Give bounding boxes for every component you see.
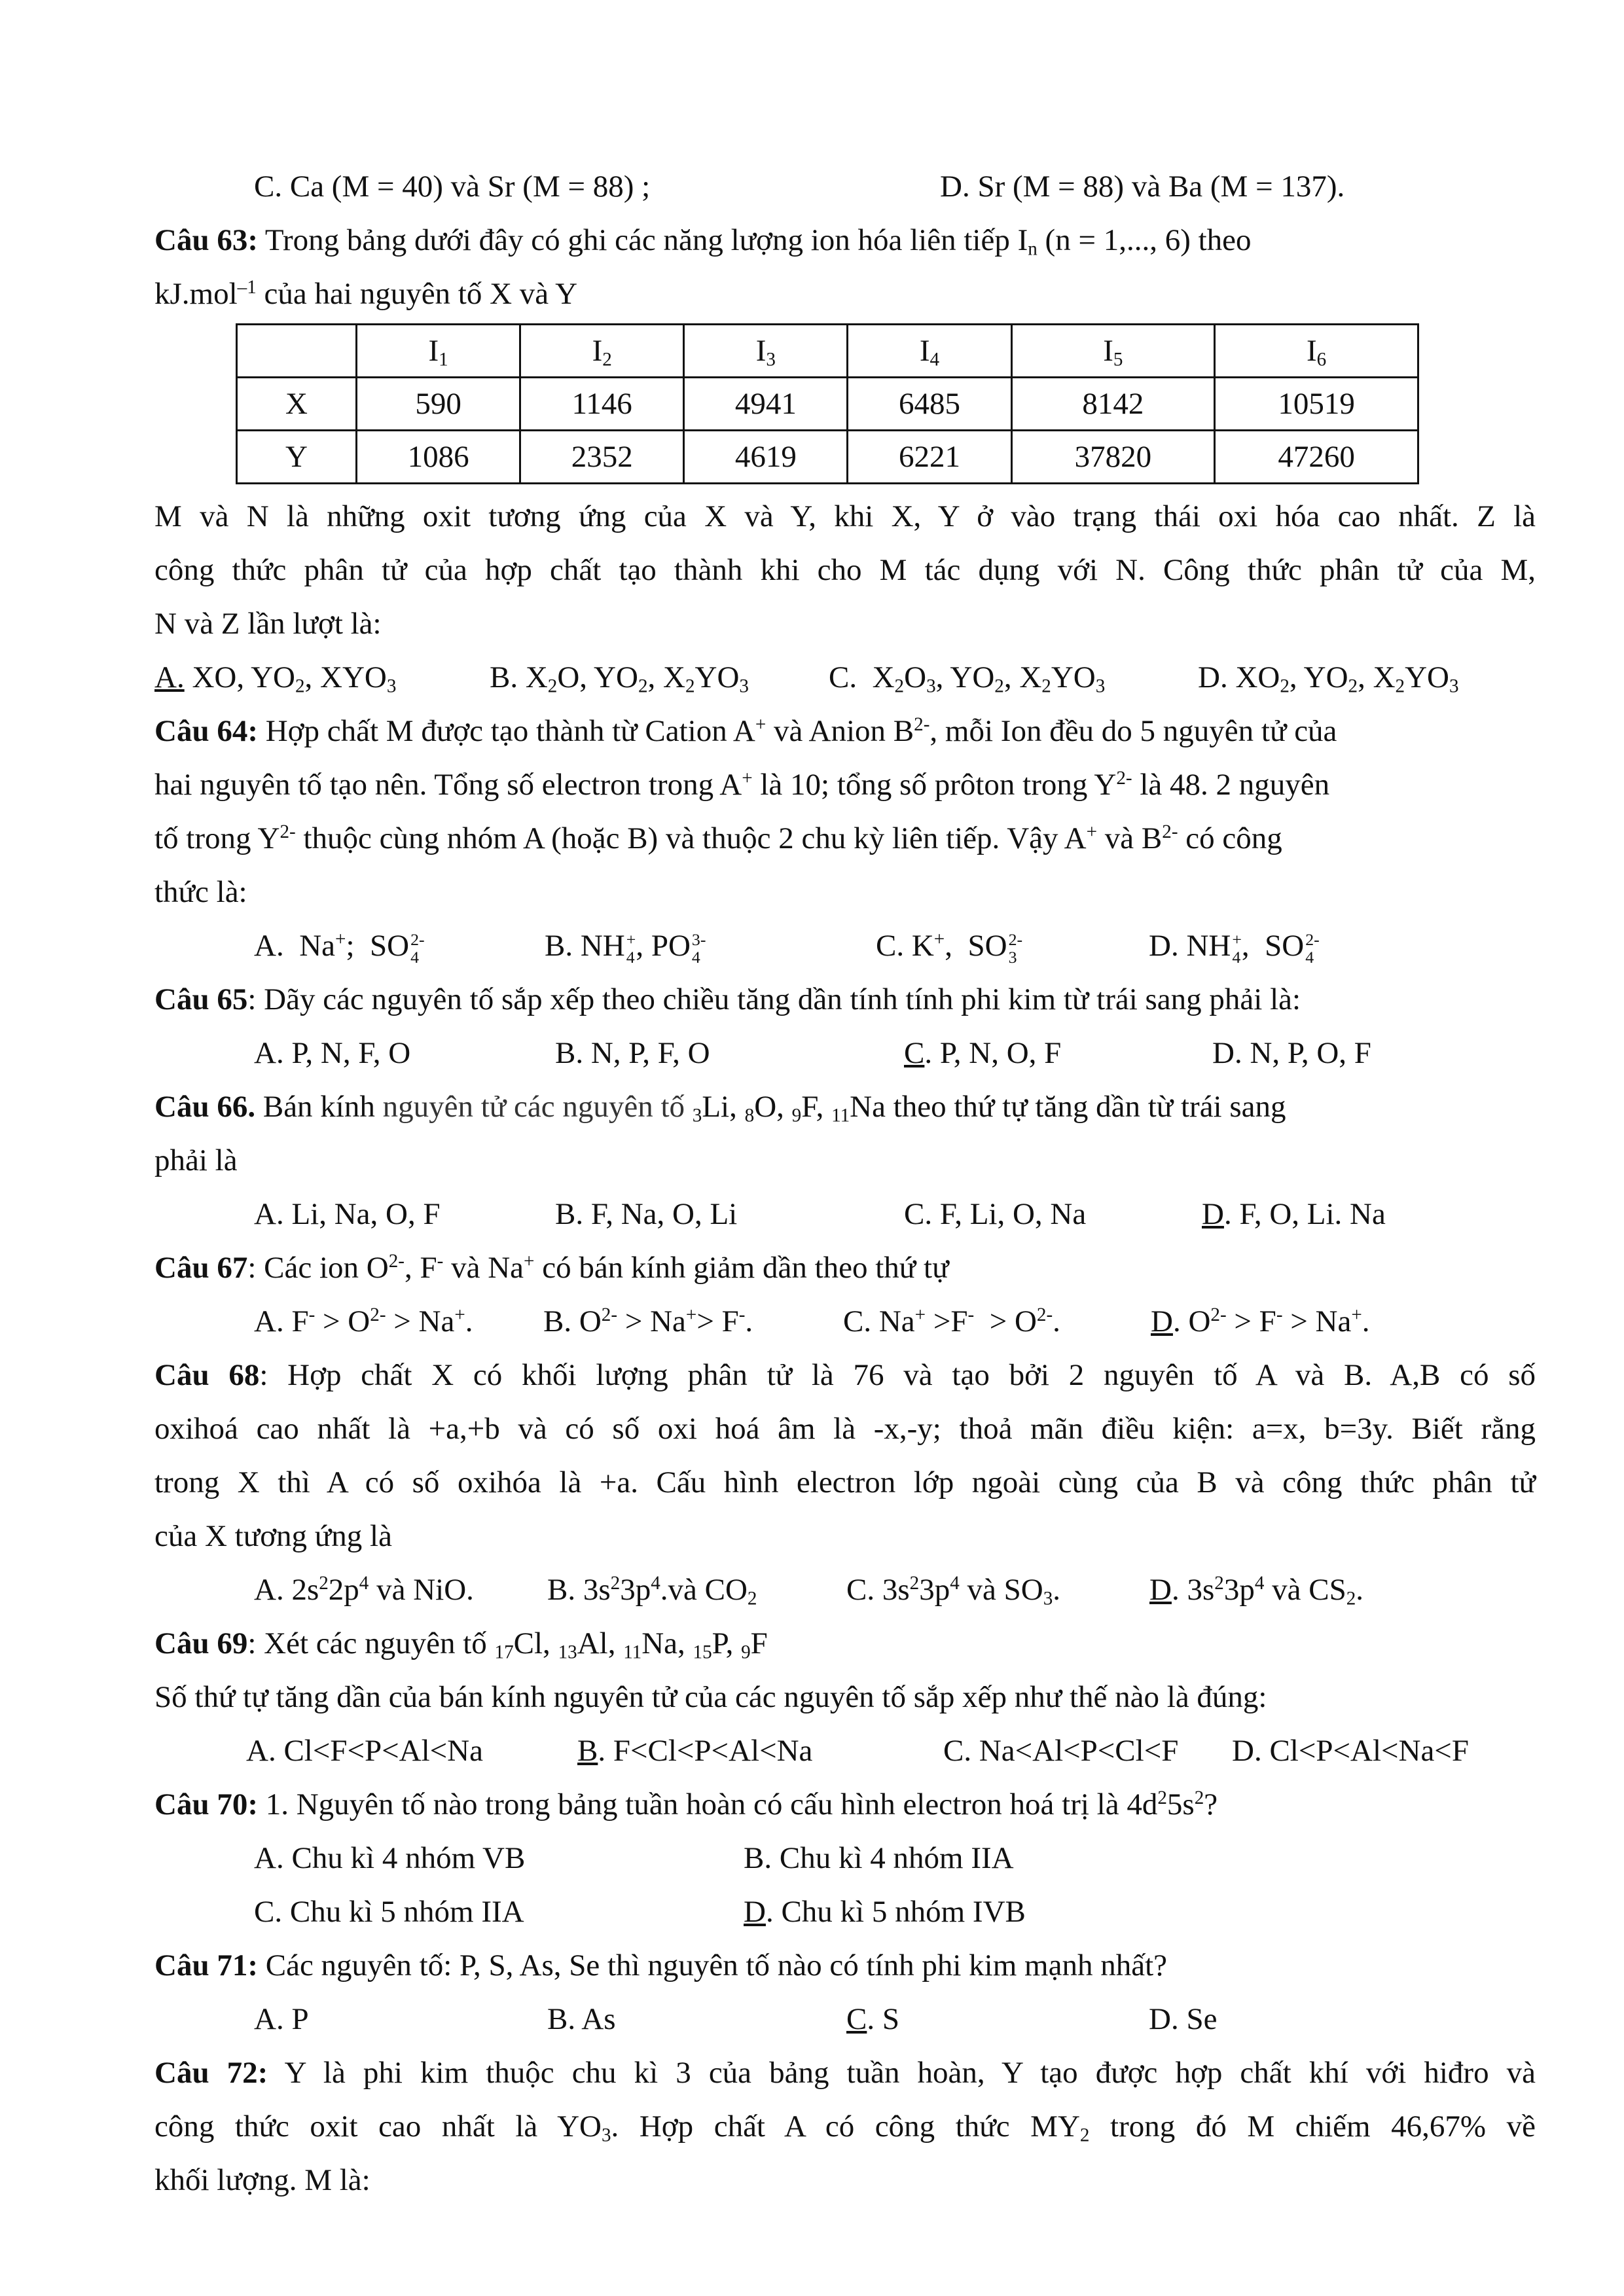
q67-stem: Câu 67: Các ion $O^{2-}$, F- và Na+ có bán kính giảm dần theo thứ tự xyxy=(154,1250,949,1285)
q71-label: Câu 71: xyxy=(154,1948,258,1982)
table-header-cell xyxy=(237,325,357,378)
q71-option-c-text: . S xyxy=(867,2002,899,2036)
q63-stem-end: (n = 1,..., 6) theo xyxy=(1037,223,1252,257)
q68-line2: oxihoá cao nhất là +a,+b và có số oxi hoá âm là -x,-y; thoả mãn điều kiện: a=x, b=3y. Biết rằng xyxy=(154,1412,1536,1446)
q66-line1: Câu 66. Bán kính nguyên tử các nguyên tố $_3$Li, $_8$O, $_9$F, $_{11}$Na theo thứ tự tăng dần từ trái sang xyxy=(154,1090,1286,1126)
q66-options xyxy=(154,1187,1536,1241)
q65-option-d: D. N, P, O, F xyxy=(1212,1036,1371,1070)
q70-options-row2 xyxy=(154,1885,1536,1939)
q69-option-b xyxy=(577,1724,812,1778)
q68-line4: của X tương ứng là xyxy=(154,1519,392,1553)
q72-line3: khối lượng. M là: xyxy=(154,2163,370,2197)
q67-option-a: A. $F^- > O^{2-} > Na^+$. xyxy=(254,1304,473,1338)
q63-unit-sup: –1 xyxy=(237,276,257,298)
table-row xyxy=(237,378,1418,431)
q66-option-b: B. F, Na, O, Li xyxy=(555,1197,738,1231)
q69-option-c: C. Na<Al<P<Cl<F xyxy=(943,1734,1179,1768)
table-row xyxy=(237,431,1418,484)
q64-line2: hai nguyên tố tạo nên. Tổng số electron trong A+ là 10; tổng số prôton trong $Y^{2-}$ là 48. 2 nguyên xyxy=(154,767,1330,802)
q69-stem: Câu 69: Xét các nguyên tố $_{17}$Cl, $_{13}$Al, $_{11}$Na, $_{15}$P, $_9$F xyxy=(154,1626,768,1663)
q63-option-c: C. $X_2O_3$, $YO_2$, $X_2YO_3$ xyxy=(829,660,1106,697)
q69-option-a: A. Cl<F<P<Al<Na xyxy=(246,1734,483,1768)
q69-label: Câu 69 xyxy=(154,1626,248,1660)
q63-option-a: A. XO, $YO_2$, $XYO_3$ xyxy=(154,660,397,697)
q70-options-row1 xyxy=(154,1831,1536,1885)
q62-option-d: D. Sr (M = 88) và Ba (M = 137). xyxy=(940,170,1345,204)
q71-stem-text: Các nguyên tố: P, S, As, Se thì nguyên tố nào có tính phi kim mạnh nhất? xyxy=(265,1948,1167,1982)
q66-option-d xyxy=(1202,1187,1386,1241)
q71-option-c xyxy=(846,1992,899,2046)
q71-option-d: D. Se xyxy=(1149,2002,1218,2036)
q63-stem-line2 xyxy=(154,267,1536,321)
q65-option-a: A. P, N, F, O xyxy=(254,1036,411,1070)
table-cell: 2352 xyxy=(520,431,684,484)
table-cell: X xyxy=(237,378,357,431)
q67-option-c: C. $Na^+ >F^- > O^{2-}$. xyxy=(843,1304,1060,1338)
q71-option-a: A. P xyxy=(254,2002,309,2036)
table-header-cell: $I_3$ xyxy=(684,325,848,378)
q68-option-d: D. $3s^23p^4$ và $CS_2$. xyxy=(1149,1572,1364,1609)
q67-options xyxy=(154,1295,1536,1348)
q69-options xyxy=(154,1724,1536,1778)
table-cell: 4619 xyxy=(684,431,848,484)
q72-line2: công thức oxit cao nhất là $YO_3$. Hợp chất A có công thức $MY_2$ trong đó M chiếm 46,67% về xyxy=(154,2109,1536,2146)
q67-option-b: B. $O^{2-} > Na^+> F^-$. xyxy=(543,1304,753,1338)
q68-option-c: C. $3s^23p^4$ và $SO_3$. xyxy=(846,1572,1061,1609)
q68-line1-text: : Hợp chất X có khối lượng phân tử là 76 và tạo bởi 2 nguyên tố A và B. A,B có số xyxy=(259,1358,1536,1392)
q65-answer-mark: C xyxy=(904,1036,925,1070)
q65-stem-text: : Dãy các nguyên tố sắp xếp theo chiều tăng dần tính tính phi kim từ trái sang phải là: xyxy=(247,982,1301,1016)
q64-label: Câu 64: xyxy=(154,714,258,748)
table-cell: 1086 xyxy=(357,431,520,484)
q72-label: Câu 72: xyxy=(154,2056,268,2090)
q68-line3: trong X thì A có số oxihóa là +a. Cấu hình electron lớp ngoài cùng của B và công thức phân tử xyxy=(154,1465,1536,1499)
table-cell: 1146 xyxy=(520,378,684,431)
table-header-cell: $I_5$ xyxy=(1011,325,1215,378)
q62-option-c: C. Ca (M = 40) và Sr (M = 88) ; xyxy=(254,170,651,204)
q63-body-line3: N và Z lần lượt là: xyxy=(154,607,382,641)
table-cell: 37820 xyxy=(1011,431,1215,484)
table-header-cell: $I_1$ xyxy=(357,325,520,378)
table-cell: 47260 xyxy=(1215,431,1418,484)
q67-label: Câu 67 xyxy=(154,1251,248,1285)
q63-stem-line1 xyxy=(154,213,1536,267)
q72-line1-text: Y là phi kim thuộc chu kì 3 của bảng tuần hoàn, Y tạo được hợp chất khí với hiđro và xyxy=(284,2056,1536,2090)
q64-option-b: B. NH + 4 , PO 3- 4 xyxy=(545,929,706,967)
q68-option-b: B. $3s^23p^4.và$ $CO_2$ xyxy=(547,1572,757,1609)
q63-body-line1: M và N là những oxit tương ứng của X và Y, khi X, Y ở vào trạng thái oxi hóa cao nhất. Z là xyxy=(154,499,1536,533)
q65-option-c-text: . P, N, O, F xyxy=(924,1036,1062,1070)
q65-stem xyxy=(154,973,1536,1026)
table-cell: Y xyxy=(237,431,357,484)
q71-stem xyxy=(154,1939,1536,1992)
table-header-row xyxy=(237,325,1418,378)
q65-label: Câu 65 xyxy=(154,982,248,1016)
q64-option-a: A. Na+; SO 2- 4 xyxy=(254,928,425,967)
q64-line3: tố trong $Y^{2-}$ thuộc cùng nhóm A (hoặc B) và thuộc 2 chu kỳ liên tiếp. Vậy A+ và $B^{2-}$ có công xyxy=(154,821,1282,855)
q68-option-a: A. $2s^22p^4$ và NiO. xyxy=(254,1572,474,1607)
q71-option-b: B. As xyxy=(547,2002,616,2036)
q69-option-d: D. Cl<P<Al<Na<F xyxy=(1232,1734,1469,1768)
q65-option-c xyxy=(904,1026,1061,1080)
q71-answer-mark: C xyxy=(846,2002,867,2036)
ionization-energy-table xyxy=(236,323,1419,484)
document-page xyxy=(154,160,1536,2207)
q64-line4: thức là: xyxy=(154,875,247,909)
q70-label: Câu 70: xyxy=(154,1787,258,1821)
q64-option-d: D. NH + 4 , SO 2- 4 xyxy=(1149,929,1320,967)
q63-options xyxy=(154,651,1536,704)
q63-sub-n: n xyxy=(1028,238,1038,260)
q69-answer-mark: B xyxy=(577,1734,598,1768)
q70-option-a: A. Chu kì 4 nhóm VB xyxy=(254,1841,526,1875)
q67-option-d: D. $O^{2-} > F^- > Na^+$. xyxy=(1151,1304,1370,1338)
q71-options xyxy=(154,1992,1536,2046)
table-cell: 6485 xyxy=(848,378,1011,431)
q70-option-c: C. Chu kì 5 nhóm IIA xyxy=(254,1895,524,1929)
q65-option-b: B. N, P, F, O xyxy=(555,1036,710,1070)
q66-option-d-text: . F, O, Li. Na xyxy=(1223,1197,1386,1231)
q70-stem: Câu 70: 1. Nguyên tố nào trong bảng tuần hoàn có cấu hình electron hoá trị là $4d^25s^2$? xyxy=(154,1787,1218,1821)
q69-option-b-text: . F<Cl<P<Al<Na xyxy=(598,1734,813,1768)
q70-option-d-text: . Chu kì 5 nhóm IVB xyxy=(765,1895,1026,1929)
q68-line1 xyxy=(154,1348,1536,1402)
q63-option-b: B. $X_2O$, $YO_2$, $X_2YO_3$ xyxy=(490,660,749,697)
q70-answer-mark: D xyxy=(744,1895,766,1929)
table-header-cell: $I_6$ xyxy=(1215,325,1418,378)
table-header-cell: $I_4$ xyxy=(848,325,1011,378)
table-cell: 8142 xyxy=(1011,378,1215,431)
q64-options xyxy=(154,919,1536,973)
q70-option-d xyxy=(744,1885,1026,1939)
q63-option-d: D. $XO_2$, $YO_2$, $X_2YO_3$ xyxy=(1198,660,1459,697)
q63-label: Câu 63: xyxy=(154,223,258,257)
q62-options xyxy=(154,160,1536,213)
table-cell: 590 xyxy=(357,378,520,431)
q70-option-b: B. Chu kì 4 nhóm IIA xyxy=(744,1841,1014,1875)
q68-options xyxy=(154,1563,1536,1617)
table-cell: 6221 xyxy=(848,431,1011,484)
q64-option-c: C. K+, SO 2- 3 xyxy=(876,928,1023,967)
q69-line2: Số thứ tự tăng dần của bán kính nguyên tử của các nguyên tố sắp xếp như thế nào là đúng: xyxy=(154,1680,1267,1714)
table-cell: 10519 xyxy=(1215,378,1418,431)
q66-option-a: A. Li, Na, O, F xyxy=(254,1197,441,1231)
q63-stem-text: Trong bảng dưới đây có ghi các năng lượng ion hóa liên tiếp I xyxy=(264,223,1028,257)
q66-answer-mark: D xyxy=(1202,1197,1224,1231)
q64-line1: Câu 64: Hợp chất M được tạo thành từ Cation A+ và Anion $B^{2-}$, mỗi Ion đều do 5 nguyên tử của xyxy=(154,713,1337,748)
q65-options xyxy=(154,1026,1536,1080)
q66-option-c: C. F, Li, O, Na xyxy=(904,1197,1087,1231)
q63-stem2-text: của hai nguyên tố X và Y xyxy=(256,277,578,311)
q66-line2: phải là xyxy=(154,1143,238,1177)
q63-unit: kJ.mol xyxy=(154,277,238,311)
q68-label: Câu 68 xyxy=(154,1358,260,1392)
q63-body-line2: công thức phân tử của hợp chất tạo thành khi cho M tác dụng với N. Công thức phân tử của M, xyxy=(154,553,1536,587)
table-cell: 4941 xyxy=(684,378,848,431)
table-header-cell: $I_2$ xyxy=(520,325,684,378)
q66-label: Câu 66. xyxy=(154,1090,256,1124)
q72-line1 xyxy=(154,2046,1536,2100)
